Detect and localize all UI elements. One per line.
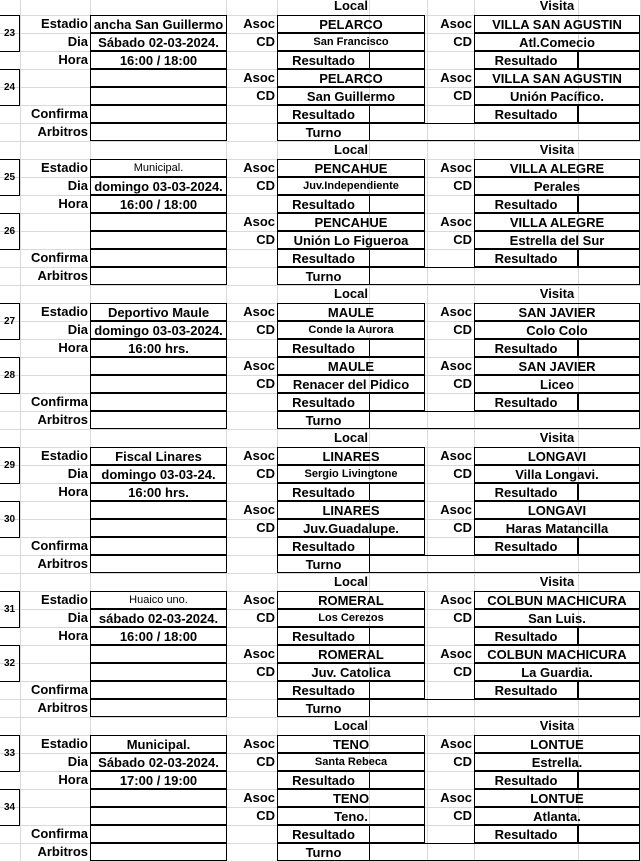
resultado-local-value [369,195,425,213]
empty-cell [90,663,227,681]
local-header: Local [334,718,368,733]
estadio-value: Huaico uno. [90,591,227,609]
empty-cell [90,501,227,519]
cd-label: CD [453,34,472,49]
asoc-label: Asoc [243,592,275,607]
resultado-visita-value [578,249,640,267]
asoc-label: Asoc [440,160,472,175]
turno-label: Turno [277,555,370,573]
asoc-label: Asoc [243,736,275,751]
visita-header: Visita [539,718,575,733]
asoc-visita: LONGAVI [474,501,640,519]
hora-label: Hora [58,628,88,643]
turno-label: Turno [277,411,370,429]
dia-label: Dia [67,466,88,481]
resultado-local-label: Resultado [277,105,370,123]
resultado-local-value [369,483,425,501]
cd-label: CD [256,808,275,823]
resultado-local-label: Resultado [277,537,370,555]
cd-local: Juv.Guadalupe. [277,519,425,537]
hora-label: Hora [58,196,88,211]
hora-value: 16:00 hrs. [90,483,227,501]
arbitros-value [90,843,227,861]
cd-label: CD [453,808,472,823]
estadio-label: Estadio [41,16,88,31]
estadio-value: ancha San Guillermo [90,15,227,33]
asoc-local: LINARES [277,501,425,519]
turno-value [369,843,640,861]
resultado-local-value [369,393,425,411]
resultado-visita-label: Resultado [474,627,578,645]
resultado-visita-label: Resultado [474,195,578,213]
hora-value: 16:00 hrs. [90,339,227,357]
cd-label: CD [453,520,472,535]
dia-value: domingo 03-03-24. [90,465,227,483]
cd-local: Juv.Independiente [277,177,425,195]
estadio-value: Fiscal Linares [90,447,227,465]
cd-visita: Liceo [474,375,640,393]
cd-visita: Colo Colo [474,321,640,339]
empty-cell [90,789,227,807]
cd-label: CD [256,322,275,337]
match-number: 32 [0,645,20,682]
cd-label: CD [256,232,275,247]
empty-cell [90,375,227,393]
asoc-label: Asoc [440,502,472,517]
asoc-label: Asoc [243,448,275,463]
resultado-visita-value [578,681,640,699]
cd-label: CD [256,88,275,103]
asoc-visita: VILLA ALEGRE [474,213,640,231]
resultado-local-label: Resultado [277,195,370,213]
empty-cell [90,213,227,231]
visita-header: Visita [539,286,575,301]
visita-header: Visita [539,574,575,589]
resultado-local-value [369,771,425,789]
cd-label: CD [453,376,472,391]
visita-header: Visita [539,430,575,445]
arbitros-label: Arbitros [37,844,88,859]
cd-label: CD [256,466,275,481]
turno-label: Turno [277,267,370,285]
turno-value [369,267,640,285]
asoc-label: Asoc [440,646,472,661]
resultado-visita-value [578,393,640,411]
empty-cell [90,231,227,249]
cd-visita: Perales [474,177,640,195]
cd-label: CD [453,178,472,193]
cd-local: Conde la Aurora [277,321,425,339]
hora-label: Hora [58,52,88,67]
turno-value [369,123,640,141]
confirma-label: Confirma [30,682,88,697]
cd-label: CD [453,88,472,103]
arbitros-value [90,555,227,573]
cd-label: CD [256,610,275,625]
asoc-local: PELARCO [277,15,425,33]
cd-label: CD [453,754,472,769]
cd-visita: Unión Pacífico. [474,87,640,105]
confirma-value [90,825,227,843]
cd-label: CD [453,466,472,481]
resultado-local-label: Resultado [277,339,370,357]
dia-value: sábado 02-03-2024. [90,609,227,627]
confirma-label: Confirma [30,394,88,409]
turno-value [369,411,640,429]
dia-label: Dia [67,610,88,625]
hora-value: 16:00 / 18:00 [90,195,227,213]
dia-label: Dia [67,34,88,49]
asoc-local: ROMERAL [277,591,425,609]
cd-visita: Villa Longavi. [474,465,640,483]
resultado-visita-label: Resultado [474,393,578,411]
turno-label: Turno [277,843,370,861]
match-number: 34 [0,789,20,826]
asoc-label: Asoc [440,448,472,463]
asoc-local: PENCAHUE [277,213,425,231]
resultado-visita-value [578,771,640,789]
arbitros-label: Arbitros [37,412,88,427]
turno-label: Turno [277,699,370,717]
visita-header: Visita [539,0,575,13]
dia-label: Dia [67,178,88,193]
arbitros-label: Arbitros [37,268,88,283]
resultado-visita-value [578,483,640,501]
resultado-local-value [369,249,425,267]
asoc-visita: VILLA SAN AGUSTIN [474,69,640,87]
local-header: Local [334,142,368,157]
resultado-visita-value [578,627,640,645]
dia-value: Sábado 02-03-2024. [90,33,227,51]
asoc-visita: COLBUN MACHICURA [474,645,640,663]
confirma-value [90,249,227,267]
match-number: 31 [0,591,20,628]
hora-value: 17:00 / 19:00 [90,771,227,789]
estadio-value: Municipal. [90,159,227,177]
empty-cell [90,807,227,825]
asoc-local: ROMERAL [277,645,425,663]
arbitros-value [90,411,227,429]
asoc-label: Asoc [243,790,275,805]
resultado-visita-value [578,339,640,357]
cd-visita: Atlanta. [474,807,640,825]
asoc-visita: SAN JAVIER [474,357,640,375]
estadio-label: Estadio [41,736,88,751]
resultado-local-value [369,537,425,555]
resultado-local-label: Resultado [277,627,370,645]
cd-local: Renacer del Pidico [277,375,425,393]
confirma-value [90,105,227,123]
resultado-local-label: Resultado [277,249,370,267]
resultado-local-value [369,105,425,123]
match-number: 28 [0,357,20,394]
local-header: Local [334,0,368,13]
asoc-label: Asoc [440,736,472,751]
cd-label: CD [256,178,275,193]
asoc-local: LINARES [277,447,425,465]
confirma-label: Confirma [30,826,88,841]
estadio-value: Municipal. [90,735,227,753]
hora-value: 16:00 / 18:00 [90,627,227,645]
cd-label: CD [256,520,275,535]
resultado-visita-value [578,195,640,213]
asoc-visita: VILLA SAN AGUSTIN [474,15,640,33]
asoc-visita: COLBUN MACHICURA [474,591,640,609]
hora-label: Hora [58,484,88,499]
empty-cell [90,519,227,537]
resultado-visita-value [578,105,640,123]
resultado-local-label: Resultado [277,51,370,69]
estadio-label: Estadio [41,304,88,319]
cd-local: Santa Rebeca [277,753,425,771]
asoc-label: Asoc [440,592,472,607]
cd-local: San Francisco [277,33,425,51]
cd-label: CD [453,664,472,679]
confirma-value [90,681,227,699]
arbitros-value [90,123,227,141]
resultado-visita-label: Resultado [474,825,578,843]
estadio-label: Estadio [41,448,88,463]
match-number: 23 [0,15,20,52]
estadio-value: Deportivo Maule [90,303,227,321]
asoc-visita: LONTUE [474,789,640,807]
cd-visita: Haras Matancilla [474,519,640,537]
resultado-visita-label: Resultado [474,681,578,699]
asoc-local: TENO [277,789,425,807]
resultado-visita-value [578,51,640,69]
cd-label: CD [453,610,472,625]
confirma-label: Confirma [30,106,88,121]
asoc-visita: LONGAVI [474,447,640,465]
asoc-label: Asoc [243,70,275,85]
cd-label: CD [453,322,472,337]
cd-visita: Estrella del Sur [474,231,640,249]
resultado-local-label: Resultado [277,393,370,411]
asoc-label: Asoc [440,790,472,805]
asoc-visita: SAN JAVIER [474,303,640,321]
asoc-local: TENO [277,735,425,753]
confirma-label: Confirma [30,538,88,553]
cd-local: Los Cerezos [277,609,425,627]
cd-visita: Atl.Comecio [474,33,640,51]
cd-visita: Estrella. [474,753,640,771]
resultado-visita-label: Resultado [474,771,578,789]
match-number: 25 [0,159,20,196]
dia-label: Dia [67,322,88,337]
local-header: Local [334,286,368,301]
asoc-local: PENCAHUE [277,159,425,177]
confirma-label: Confirma [30,250,88,265]
resultado-local-value [369,339,425,357]
resultado-visita-label: Resultado [474,105,578,123]
asoc-visita: VILLA ALEGRE [474,159,640,177]
asoc-label: Asoc [243,214,275,229]
arbitros-label: Arbitros [37,700,88,715]
asoc-label: Asoc [243,502,275,517]
match-number: 27 [0,303,20,340]
resultado-visita-label: Resultado [474,249,578,267]
asoc-label: Asoc [243,304,275,319]
resultado-visita-value [578,537,640,555]
asoc-visita: LONTUE [474,735,640,753]
dia-label: Dia [67,754,88,769]
asoc-label: Asoc [440,304,472,319]
cd-local: Juv. Catolica [277,663,425,681]
empty-cell [90,87,227,105]
arbitros-value [90,699,227,717]
local-header: Local [334,574,368,589]
asoc-local: MAULE [277,357,425,375]
resultado-visita-label: Resultado [474,51,578,69]
empty-cell [90,357,227,375]
asoc-label: Asoc [243,358,275,373]
resultado-visita-label: Resultado [474,339,578,357]
arbitros-value [90,267,227,285]
visita-header: Visita [539,142,575,157]
local-header: Local [334,430,368,445]
dia-value: domingo 03-03-2024. [90,177,227,195]
resultado-local-label: Resultado [277,825,370,843]
cd-visita: San Luis. [474,609,640,627]
resultado-local-value [369,681,425,699]
cd-label: CD [256,754,275,769]
resultado-local-value [369,825,425,843]
cd-local: Sergio Livingtone [277,465,425,483]
resultado-local-value [369,51,425,69]
resultado-local-label: Resultado [277,681,370,699]
cd-label: CD [256,664,275,679]
asoc-label: Asoc [440,16,472,31]
cd-label: CD [453,232,472,247]
match-number: 24 [0,69,20,106]
asoc-label: Asoc [440,214,472,229]
asoc-label: Asoc [440,358,472,373]
cd-local: Teno. [277,807,425,825]
resultado-visita-label: Resultado [474,483,578,501]
resultado-visita-label: Resultado [474,537,578,555]
turno-label: Turno [277,123,370,141]
cd-local: San Guillermo [277,87,425,105]
cd-local: Unión Lo Figueroa [277,231,425,249]
match-number: 29 [0,447,20,484]
dia-value: domingo 03-03-2024. [90,321,227,339]
resultado-local-label: Resultado [277,771,370,789]
asoc-label: Asoc [243,16,275,31]
asoc-label: Asoc [243,160,275,175]
empty-cell [90,69,227,87]
hora-value: 16:00 / 18:00 [90,51,227,69]
confirma-value [90,537,227,555]
cd-visita: La Guardia. [474,663,640,681]
estadio-label: Estadio [41,160,88,175]
match-number: 33 [0,735,20,772]
dia-value: Sábado 02-03-2024. [90,753,227,771]
arbitros-label: Arbitros [37,556,88,571]
arbitros-label: Arbitros [37,124,88,139]
confirma-value [90,393,227,411]
hora-label: Hora [58,772,88,787]
asoc-label: Asoc [440,70,472,85]
empty-cell [90,645,227,663]
resultado-local-label: Resultado [277,483,370,501]
match-number: 30 [0,501,20,538]
resultado-local-value [369,627,425,645]
turno-value [369,555,640,573]
asoc-label: Asoc [243,646,275,661]
cd-label: CD [256,34,275,49]
estadio-label: Estadio [41,592,88,607]
asoc-local: MAULE [277,303,425,321]
turno-value [369,699,640,717]
resultado-visita-value [578,825,640,843]
hora-label: Hora [58,340,88,355]
asoc-local: PELARCO [277,69,425,87]
match-number: 26 [0,213,20,250]
cd-label: CD [256,376,275,391]
